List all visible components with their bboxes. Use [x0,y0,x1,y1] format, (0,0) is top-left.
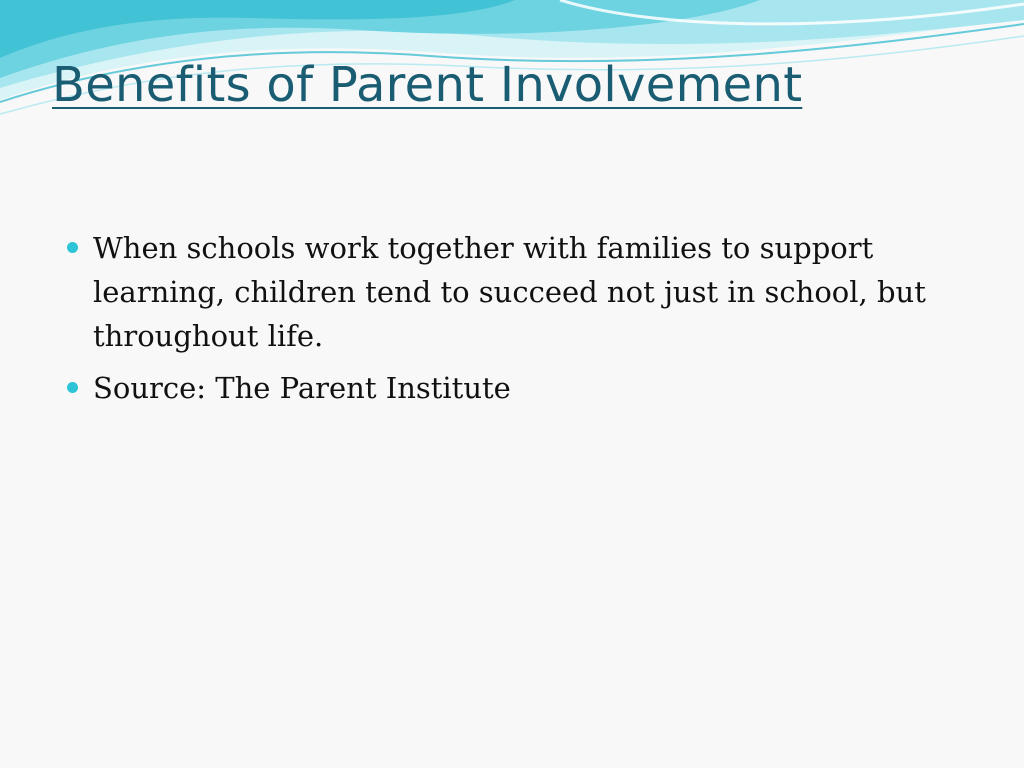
bullet-item [64,226,964,358]
bullet-marker-icon [67,242,78,253]
bullet-list [64,226,964,418]
bullet-marker-icon [67,382,78,393]
bullet-item [64,366,964,410]
bullet-text: Source: The Parent Institute [93,371,511,405]
slide-title: Benefits of Parent Involvement [52,57,803,113]
bullet-text: When schools work together with families to support learning, children tend to succeed not just in school, but throughout life. [93,231,926,353]
